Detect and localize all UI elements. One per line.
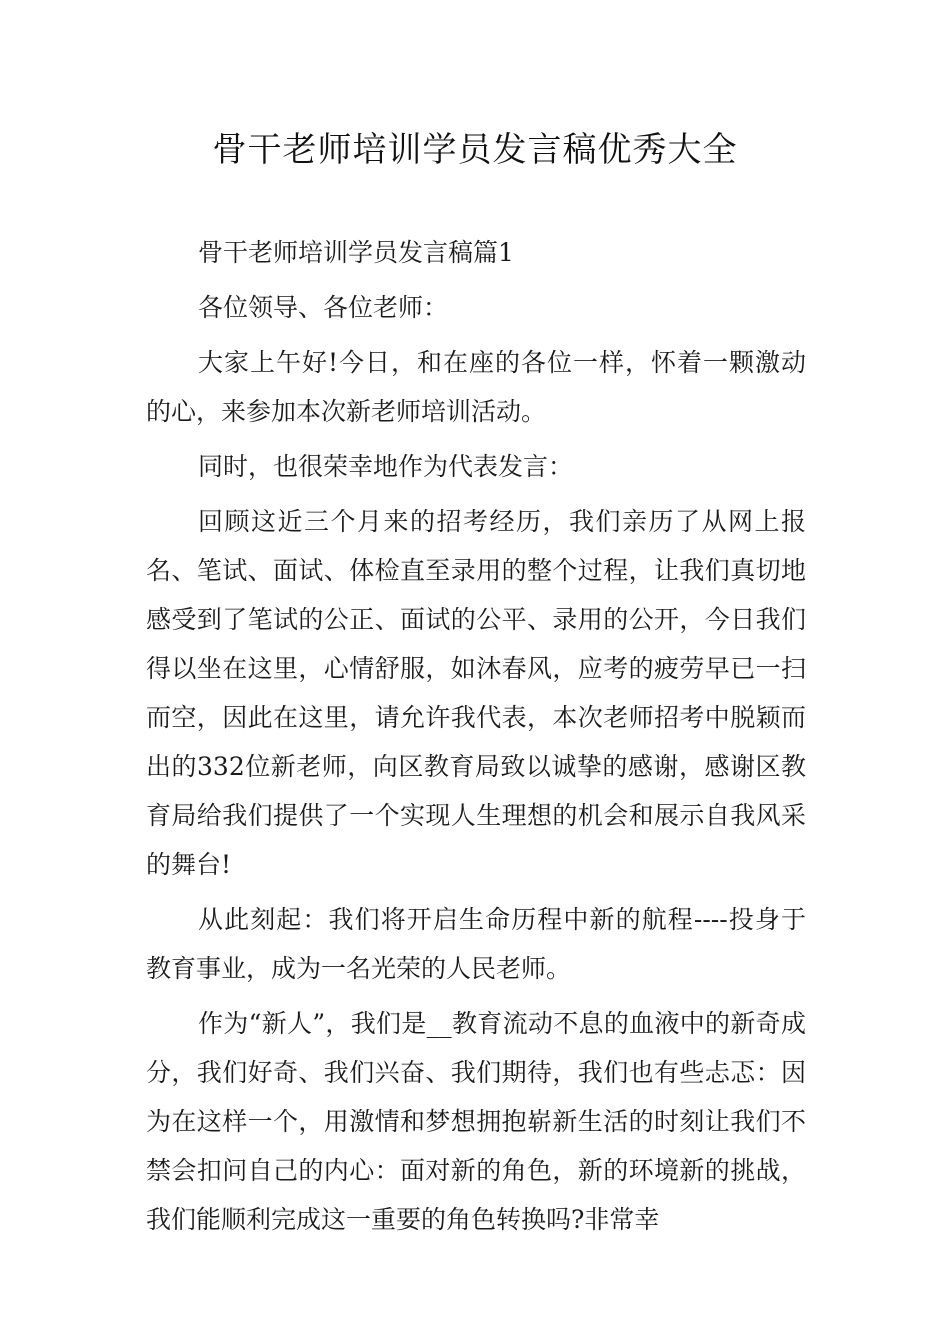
greeting-paragraph: 大家上午好!今日，和在座的各位一样，怀着一颗激动的心，来参加本次新老师培训活动。: [146, 348, 806, 426]
document-title: 骨干老师培训学员发言稿优秀大全: [212, 130, 738, 170]
representative-paragraph: 同时，也很荣幸地作为代表发言：: [198, 452, 574, 481]
heading-paragraph: 骨干老师培训学员发言稿篇1: [198, 238, 514, 267]
document-body: [146, 228, 806, 1250]
new-journey-paragraph: 从此刻起：我们将开启生命历程中新的航程----投身于教育事业，成为一名光荣的人民老师。: [146, 905, 806, 983]
review-paragraph: 回顾这近三个月来的招考经历，我们亲历了从网上报名、笔试、面试、体检直至录用的整个过程，让我们真切地感受到了笔试的公正、面试的公平、录用的公开，今日我们得以坐在这里，心情舒服，如沐春风，应考的疲劳早已一扫而空，因此在这里，请允许我代表，本次老师招考中脱颖而出的332位新老师，向区教育局致以诚挚的感谢，感谢区教育局给我们提供了一个实现人生理想的机会和展示自我风采的舞台!: [146, 507, 806, 879]
salutation-paragraph: 各位领导、各位老师：: [198, 293, 449, 322]
newcomer-paragraph: 作为“新人”，我们是__教育流动不息的血液中的新奇成分，我们好奇、我们兴奋、我们期待，我们也有些忐忑：因为在这样一个，用激情和梦想拥抱崭新生活的时刻让我们不禁会扣问自己的内心：面对新的角色，新的环境新的挑战，我们能顺利完成这一重要的角色转换吗?非常幸: [146, 1009, 806, 1234]
